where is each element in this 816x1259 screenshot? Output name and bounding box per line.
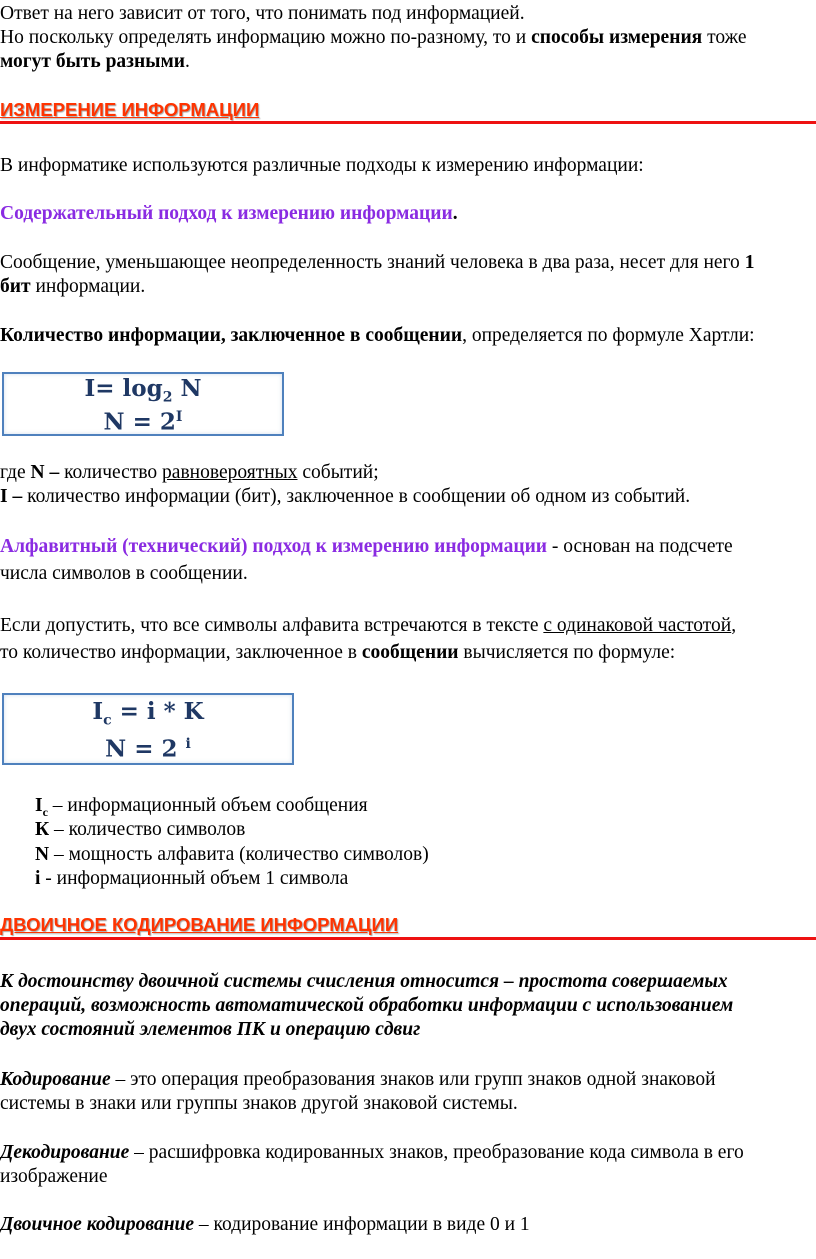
content-approach-title: Содержательный подход к измерению информации. <box>0 203 458 224</box>
alphabet-formula-line-2: N = 2 $^i$ <box>105 735 191 763</box>
bit-definition-line-2: бит информации. <box>0 276 146 297</box>
heading-divider-2 <box>0 937 816 940</box>
def-i: i - информационный объем 1 символа <box>35 868 349 889</box>
def-n: N – мощность алфавита (количество символов) <box>35 844 429 865</box>
alphabet-approach-title: Алфавитный (технический) подход к измерению информации - основан на подсчете <box>0 536 733 557</box>
alphabet-formula-line-1: $I_c = i * K$ <box>92 698 204 729</box>
approaches-text: В информатике используются различные подходы к измерению информации: <box>0 155 644 176</box>
decoding-line-2: изображение <box>0 1166 108 1187</box>
advantage-line-1: К достоинству двоичной системы счисления относится – простота совершаемых <box>0 971 728 992</box>
decoding-line-1: Декодирование – расшифровка кодированных знаков, преобразование кода символа в его <box>0 1142 744 1163</box>
def-ic: $I_c$ – информационный объем сообщения <box>35 795 368 819</box>
hartley-formula-line-1: $I= \log_2 N$ <box>84 375 202 406</box>
hartley-formula-box <box>2 372 284 436</box>
section-heading-binary: ДВОИЧНОЕ КОДИРОВАНИЕ ИНФОРМАЦИИ <box>0 914 399 935</box>
hartley-text: Количество информации, заключенное в сообщении, определяется по формуле Хартли: <box>0 325 755 346</box>
alphabet-formula-box <box>2 693 294 765</box>
def-k: К – количество символов <box>35 819 246 840</box>
where-n-line: где N – количество равновероятных событий; <box>0 462 379 483</box>
coding-line-1: Кодирование – это операция преобразования знаков или групп знаков одной знаковой <box>0 1069 716 1090</box>
bit-definition-line-1: Сообщение, уменьшающее неопределенность знаний человека в два раза, несет для него 1 <box>0 252 755 273</box>
alphabet-approach-line-2: числа символов в сообщении. <box>0 563 248 584</box>
advantage-line-3: двух состояний элементов ПК и операцию сдвиг <box>0 1019 421 1040</box>
binary-coding-line: Двоичное кодирование – кодирование информации в виде 0 и 1 <box>0 1214 530 1235</box>
measurement-methods-emphasis: способы измерения <box>531 27 703 48</box>
section-heading-measurement: ИЗМЕРЕНИЕ ИНФОРМАЦИИ <box>0 99 260 120</box>
equal-frequency-line: Если допустить, что все символы алфавита встречаются в тексте с одинаковой частотой, <box>0 615 737 636</box>
heading-divider <box>0 121 816 124</box>
intro-line-1: Ответ на него зависит от того, что понимать под информацией. <box>0 3 525 24</box>
intro-line-3: могут быть разными. <box>0 51 190 72</box>
formula-intro-line: то количество информации, заключенное в сообщении вычисляется по формуле: <box>0 642 676 663</box>
where-i-line: I – количество информации (бит), заключенное в сообщении об одном из событий. <box>0 486 691 507</box>
intro-line-2: Но поскольку определять информацию можно по-разному, то и способы измерения тоже <box>0 27 747 48</box>
hartley-formula-line-2: $N = 2^I$ <box>103 408 183 436</box>
coding-line-2: системы в знаки или группы знаков другой знаковой системы. <box>0 1093 518 1114</box>
advantage-line-2: операций, возможность автоматической обработки информации с использованием <box>0 995 734 1016</box>
